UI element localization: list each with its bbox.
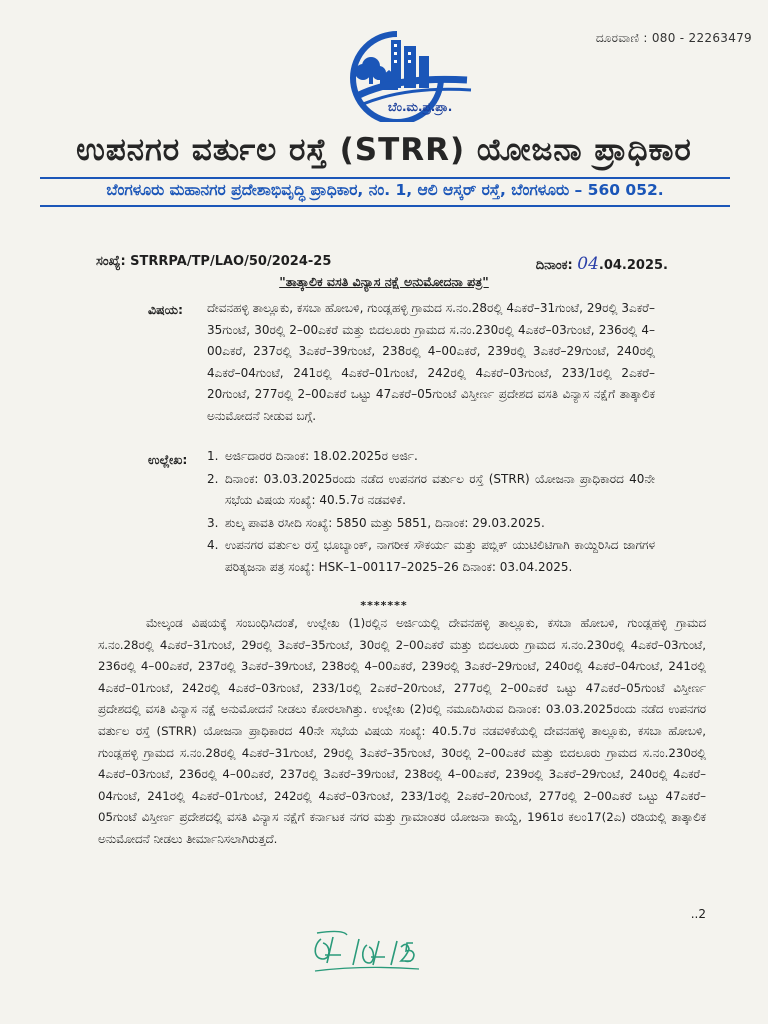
reference-number-label: ಸಂಖ್ಯೆ: [96, 254, 126, 269]
reference-item-text: ದಿನಾಂಕ: 03.03.2025ರಂದು ನಡೆದ ಉಪನಗರ ವರ್ತುಲ ರಸ್ತೆ (STRR) ಯೋಜನಾ ಪ್ರಾಧಿಕಾರದ 40ನೇ ಸಭೆಯ ವಿಷಯ ಸಂಖ್ಯೆ: 40.5.7ರ ನಡವಳಿಕೆ. [225, 471, 655, 508]
header-rule-bottom [40, 205, 730, 207]
references-label: ಉಲ್ಲೇಖ: [148, 452, 188, 467]
letter-date [536, 254, 668, 274]
reference-item [207, 469, 655, 512]
reference-number [96, 254, 331, 269]
authority-title: ಉಪನಗರ ವರ್ತುಲ ರಸ್ತೆ (STRR) ಯೋಜನಾ ಪ್ರಾಧಿಕಾರ [76, 132, 692, 168]
letter-date-rest: .04.2025. [598, 258, 668, 273]
reference-item-text: ಉಪನಗರ ವರ್ತುಲ ರಸ್ತೆ ಭೂಬ್ಯಾಂಕ್, ನಾಗರೀಕ ಸೌಕರ್ಯ ಮತ್ತು ಪಬ್ಲಿಕ್ ಯುಟಿಲಿಟಿಗಾಗಿ ಕಾಯ್ದಿರಿಸಿದ ಜಾಗಗಳ ಪರಿತ್ಯಜನಾ ಪತ್ರ ಸಂಖ್ಯೆ: HSK–1–00117–2025–26 ದಿನಾಂಕ: 03.04.2025. [225, 538, 655, 574]
reference-item-number: 4. [207, 538, 219, 553]
document-heading: "ತಾತ್ಕಾಲಿಕ ವಸತಿ ವಿನ್ಯಾಸ ನಕ್ಷೆ ಅನುಮೋದನಾ ಪತ್ರ" [279, 274, 489, 289]
references-list [207, 446, 655, 580]
reference-item [207, 513, 655, 535]
reference-item-number: 1. [207, 449, 219, 463]
authority-address: ಬೆಂಗಳೂರು ಮಹಾನಗರ ಪ್ರದೇಶಾಭಿವೃದ್ಧಿ ಪ್ರಾಧಿಕಾರ, ನಂ. 1, ಆಲಿ ಆಸ್ಕರ್ ರಸ್ತೆ, ಬೆಂಗಳೂರು – 560 052. [106, 181, 664, 199]
header-rule-top [40, 177, 730, 179]
handwritten-date-signature [303, 925, 423, 981]
page-continuation: ..2 [690, 907, 706, 921]
logo-caption: ಬೆಂ.ಮ.ಪ್ರ.ಪ್ರಾ. [388, 100, 453, 114]
phone-number: ದೂರವಾಣಿ : 080 - 22263479 [595, 31, 752, 45]
reference-item-number: 2. [207, 471, 219, 486]
body-paragraph: ಮೇಲ್ಕಂಡ ವಿಷಯಕ್ಕೆ ಸಂಬಂಧಿಸಿದಂತೆ, ಉಲ್ಲೇಖ (1)ರಲ್ಲಿನ ಅರ್ಜಿಯಲ್ಲಿ ದೇವನಹಳ್ಳಿ ತಾಲ್ಲೂಕು, ಕಸಬಾ ಹೋಬಳಿ, ಗುಂಡ್ಲಹಳ್ಳಿ ಗ್ರಾಮದ ಸ.ನಂ.28ರಲ್ಲಿ 4ಎಕರೆ–31ಗುಂಟೆ, 29ರಲ್ಲಿ 3ಎಕರೆ–35ಗುಂಟೆ, 30ರಲ್ಲಿ 2–00ಎಕರೆ ಮತ್ತು ಬಿದಲೂರು ಗ್ರಾಮದ ಸ.ನಂ.230ರಲ್ಲಿ 4ಎಕರೆ–03ಗುಂಟೆ, 236ರಲ್ಲಿ 4–00ಎಕರೆ, 237ರಲ್ಲಿ 3ಎಕರೆ–39ಗುಂಟೆ, 238ರಲ್ಲಿ 4–00ಎಕರೆ, 239ರಲ್ಲಿ 3ಎಕರೆ–29ಗುಂಟೆ, 240ರಲ್ಲಿ 4ಎಕರೆ–04ಗುಂಟೆ, 241ರಲ್ಲಿ 4ಎಕರೆ–01ಗುಂಟೆ, 242ರಲ್ಲಿ 4ಎಕರೆ–03ಗುಂಟೆ, 233/1ರಲ್ಲಿ 2ಎಕರೆ–20ಗುಂಟೆ, 277ರಲ್ಲಿ 2–00ಎಕರೆ ಒಟ್ಟು 47ಎಕರೆ–05ಗುಂಟೆ ವಿಸ್ತೀರ್ಣ ಪ್ರದೇಶದಲ್ಲಿ ವಸತಿ ವಿನ್ಯಾಸ ನಕ್ಷೆ ಅನುಮೋದನೆ ನೀಡಲು ಕೋರಲಾಗಿತ್ತು. ಉಲ್ಲೇಖ (2)ರಲ್ಲಿ ನಮೂದಿಸಿರುವ ದಿನಾಂಕ: 03.03.2025ರಂದು ನಡೆದ ಉಪನಗರ ವರ್ತುಲ ರಸ್ತೆ (STRR) ಯೋಜನಾ ಪ್ರಾಧಿಕಾರದ 40ನೇ ಸಭೆಯ ವಿಷಯ ಸಂಖ್ಯೆ: 40.5.7ರ ನಡವಳಿಕೆಯಲ್ಲಿ ದೇವನಹಳ್ಳಿ ತಾಲ್ಲೂಕು, ಕಸಬಾ ಹೋಬಳಿ, ಗುಂಡ್ಲಹಳ್ಳಿ ಗ್ರಾಮದ ಸ.ನಂ.28ರಲ್ಲಿ 4ಎಕರೆ–31ಗುಂಟೆ, 29ರಲ್ಲಿ 3ಎಕರೆ–35ಗುಂಟೆ, 30ರಲ್ಲಿ 2–00ಎಕರೆ ಮತ್ತು ಬಿದಲೂರು ಗ್ರಾಮದ ಸ.ನಂ.230ರಲ್ಲಿ 4ಎಕರೆ–03ಗುಂಟೆ, 236ರಲ್ಲಿ 4–00ಎಕರೆ, 237ರಲ್ಲಿ 3ಎಕರೆ–39ಗುಂಟೆ, 238ರಲ್ಲಿ 4–00ಎಕರೆ, 239ರಲ್ಲಿ 3ಎಕರೆ–29ಗುಂಟೆ, 240ರಲ್ಲಿ 4ಎಕರೆ–04ಗುಂಟೆ, 241ರಲ್ಲಿ 4ಎಕರೆ–01ಗುಂಟೆ, 242ರಲ್ಲಿ 4ಎಕರೆ–03ಗುಂಟೆ, 233/1ರಲ್ಲಿ 2ಎಕರೆ–20ಗುಂಟೆ, 277ರಲ್ಲಿ 2–00ಎಕರೆ ಒಟ್ಟು 47ಎಕರೆ–05ಗುಂಟೆ ವಿಸ್ತೀರ್ಣ ಪ್ರದೇಶದಲ್ಲಿ ವಸತಿ ವಿನ್ಯಾಸ ನಕ್ಷೆಗೆ ಕರ್ನಾಟಕ ನಗರ ಮತ್ತು ಗ್ರಾಮಾಂತರ ಯೋಜನಾ ಕಾಯ್ದೆ, 1961ರ ಕಲಂ17(2ಎ) ರಡಿಯಲ್ಲಿ ತಾತ್ಕಾಲಿಕ ಅನುಮೋದನೆ ನೀಡಲು ತೀರ್ಮಾನಿಸಲಾಗಿರುತ್ತದೆ. [98, 616, 706, 846]
reference-item [207, 446, 655, 468]
reference-item-text: ಶುಲ್ಕ ಪಾವತಿ ರಸೀದಿ ಸಂಖ್ಯೆ: 5850 ಮತ್ತು 5851, ದಿನಾಂಕ: 29.03.2025. [225, 515, 545, 530]
letter-date-label: ದಿನಾಂಕ: [535, 258, 573, 273]
reference-item-text: ಅರ್ಜಿದಾರರ ದಿನಾಂಕ: 18.02.2025ರ ಅರ್ಜಿ. [225, 449, 418, 463]
subject-label: ವಿಷಯ: [148, 302, 183, 317]
subject-text: ದೇವನಹಳ್ಳಿ ತಾಲ್ಲೂಕು, ಕಸಬಾ ಹೋಬಳಿ, ಗುಂಡ್ಲಹಳ್ಳಿ ಗ್ರಾಮದ ಸ.ನಂ.28ರಲ್ಲಿ 4ಎಕರೆ–31ಗುಂಟೆ, 29ರಲ್ಲಿ 3ಎಕರೆ–35ಗುಂಟೆ, 30ರಲ್ಲಿ 2–00ಎಕರೆ ಮತ್ತು ಬಿದಲೂರು ಗ್ರಾಮದ ಸ.ನಂ.230ರಲ್ಲಿ 4ಎಕರೆ–03ಗುಂಟೆ, 236ರಲ್ಲಿ 4–00ಎಕರೆ, 237ರಲ್ಲಿ 3ಎಕರೆ–39ಗುಂಟೆ, 238ರಲ್ಲಿ 4–00ಎಕರೆ, 239ರಲ್ಲಿ 3ಎಕರೆ–29ಗುಂಟೆ, 240ರಲ್ಲಿ 4ಎಕರೆ–04ಗುಂಟೆ, 241ರಲ್ಲಿ 4ಎಕರೆ–01ಗುಂಟೆ, 242ರಲ್ಲಿ 4ಎಕರೆ–03ಗುಂಟೆ, 233/1ರಲ್ಲಿ 2ಎಕರೆ–20ಗುಂಟೆ, 277ರಲ್ಲಿ 2–00ಎಕರೆ ಒಟ್ಟು 47ಎಕರೆ–05ಗುಂಟೆ ವಿಸ್ತೀರ್ಣ ಪ್ರದೇಶದ ವಸತಿ ವಿನ್ಯಾಸ ನಕ್ಷೆಗೆ ತಾತ್ಕಾಲಿಕ ಅನುಮೋದನೆ ನೀಡುವ ಬಗ್ಗೆ. [207, 301, 655, 423]
reference-number-value: STRRPA/TP/LAO/50/2024-25 [130, 254, 332, 269]
reference-item-number: 3. [207, 515, 219, 530]
letter-date-day: 04 [577, 254, 599, 274]
reference-item [207, 535, 655, 578]
section-separator: ******* [360, 599, 408, 612]
